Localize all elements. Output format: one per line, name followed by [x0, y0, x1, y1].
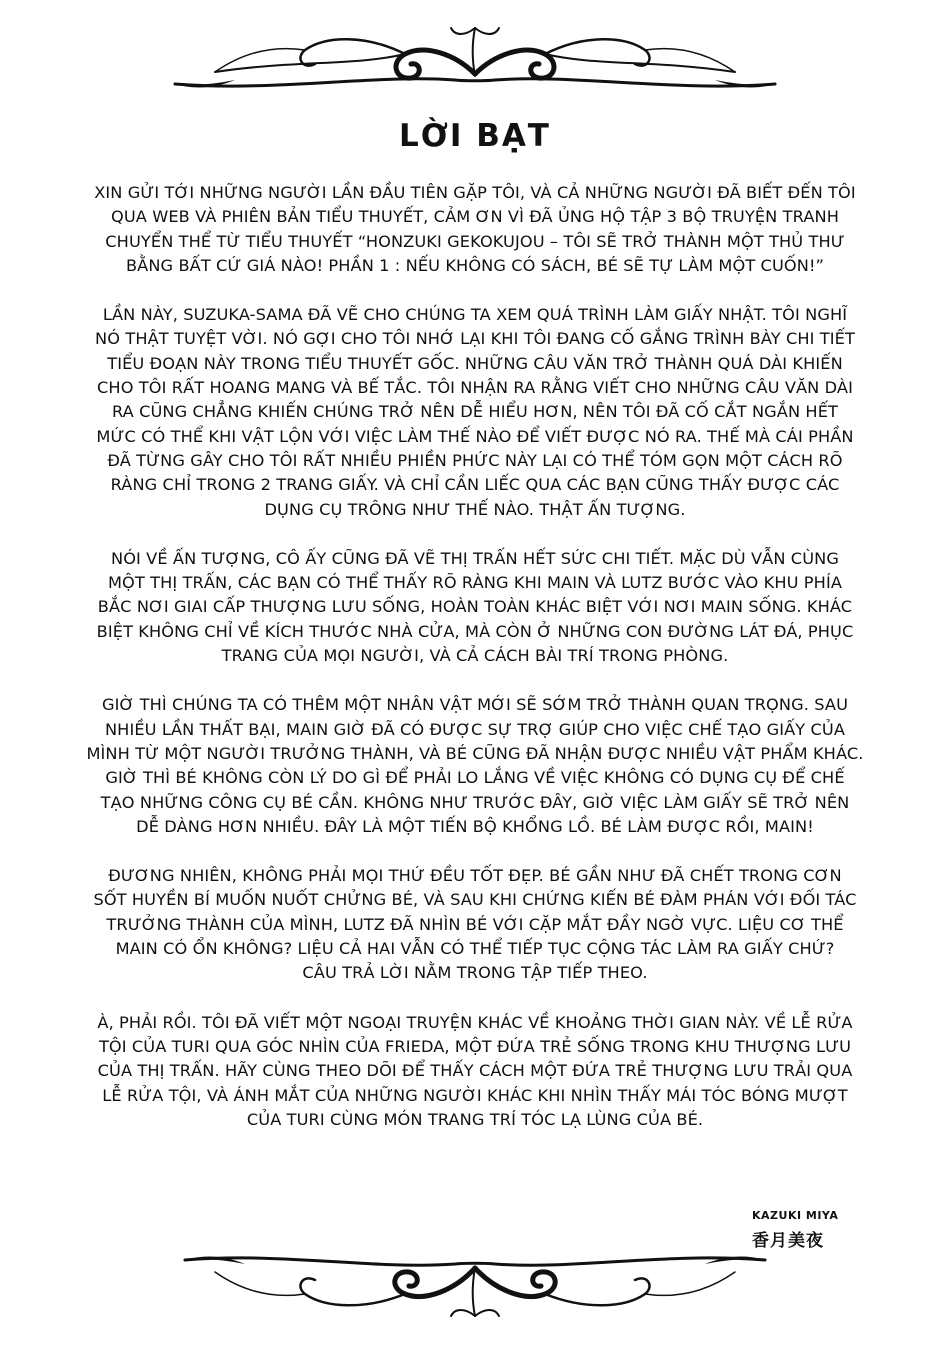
text-line: GIỜ THÌ CHÚNG TA CÓ THÊM MỘT NHÂN VẬT MỚI SẼ SỚM TRỞ THÀNH QUAN TRỌNG. SAU [101, 695, 849, 715]
text-line: RA CŨNG CHẲNG KHIẾN CHÚNG TRỞ NÊN DỄ HIỂU HƠN, NÊN TÔI ĐÃ CỐ CẮT NGẮN HẾT [111, 402, 839, 422]
text-line: CỦA TURI CÙNG MÓN TRANG TRÍ TÓC LẠ LÙNG CỦA BÉ. [246, 1109, 704, 1129]
text-line: QUA WEB VÀ PHIÊN BẢN TIỂU THUYẾT, CẢM ƠN VÌ ĐÃ ỦNG HỘ TẬP 3 BỘ TRUYỆN TRANH [111, 207, 839, 227]
bottom-ornament [0, 1240, 950, 1330]
paragraph [58, 693, 892, 839]
text-line: NÓ THẬT TUYỆT VỜI. NÓ GỢI CHO TÔI NHỚ LẠI KHI TÔI ĐANG CỐ GẮNG TRÌNH BÀY CHI TIẾT [95, 329, 855, 349]
text-line: DỤNG CỤ TRÔNG NHƯ THẾ NÀO. THẬT ẤN TƯỢNG. [264, 499, 686, 519]
text-line: BẰNG BẤT CỨ GIÁ NÀO! PHẦN 1 : NẾU KHÔNG CÓ SÁCH, BÉ SẼ TỰ LÀM MỘT CUỐN!” [125, 255, 825, 275]
text-line: CÂU TRẢ LỜI NẰM TRONG TẬP TIẾP THEO. [302, 963, 648, 983]
text-line: ĐƯƠNG NHIÊN, KHÔNG PHẢI MỌI THỨ ĐỀU TỐT ĐẸP. BÉ GẦN NHƯ ĐÃ CHẾT TRONG CƠN [108, 866, 842, 886]
page-title: LỜI BẠT [399, 118, 551, 154]
paragraph [58, 303, 892, 522]
text-line: DỄ DÀNG HƠN NHIỀU. ĐÂY LÀ MỘT TIẾN BỘ KHỔNG LỒ. BÉ LÀM ĐƯỢC RỒI, MAIN! [136, 816, 814, 836]
top-ornament [0, 14, 950, 104]
text-line: TIỂU ĐOẠN NÀY TRONG TIỂU THUYẾT GỐC. NHỮNG CÂU VĂN TRỞ THÀNH QUÁ DÀI KHIẾN [107, 353, 843, 373]
text-line: NÓI VỀ ẤN TƯỢNG, CÔ ẤY CŨNG ĐÃ VẼ THỊ TRẤN HẾT SỨC CHI TIẾT. MẶC DÙ VẪN CÙNG [111, 548, 839, 568]
paragraph [58, 864, 892, 985]
text-line: TẠO NHỮNG CÔNG CỤ BÉ CẦN. KHÔNG NHƯ TRƯỚC ĐÂY, GIỜ VIỆC LÀM GIẤY SẼ TRỞ NÊN [100, 792, 850, 812]
text-line: TRANG CỦA MỌI NGƯỜI, VÀ CẢ CÁCH BÀI TRÍ TRONG PHÒNG. [221, 646, 729, 666]
flourish-icon [165, 1240, 785, 1330]
paragraph [58, 1011, 892, 1132]
author-name-kanji: 香月美夜 [752, 1231, 824, 1251]
text-line: BIỆT KHÔNG CHỈ VỀ KÍCH THƯỚC NHÀ CỬA, MÀ CÒN Ở NHỮNG CON ĐƯỜNG LÁT ĐÁ, PHỤC [96, 621, 854, 641]
text-line: LẦN NÀY, SUZUKA-SAMA ĐÃ VẼ CHO CHÚNG TA XEM QUÁ TRÌNH LÀM GIẤY NHẬT. TÔI NGHĨ [102, 305, 848, 325]
flourish-icon [155, 14, 795, 104]
text-line: CHO TÔI RẤT HOANG MANG VÀ BẾ TẮC. TÔI NHẬN RA RẰNG VIẾT CHO NHỮNG CÂU VĂN DÀI [97, 378, 853, 398]
text-line: LỄ RỬA TỘI, VÀ ÁNH MẮT CỦA NHỮNG NGƯỜI KHÁC KHI NHÌN THẤY MÁI TÓC BÓNG MƯỢT [102, 1085, 848, 1105]
text-line: SỐT HUYỀN BÍ MUỐN NUỐT CHỬNG BÉ, VÀ SAU KHI CHỨNG KIẾN BÉ ĐÀM PHÁN VỚI ĐỐI TÁC [93, 890, 857, 910]
text-line: RÀNG CHỈ TRONG 2 TRANG GIẤY. VÀ CHỈ CẦN LIẾC QUA CÁC BẠN CŨNG THẤY ĐƯỢC CÁC [110, 475, 840, 495]
text-line: TỘI CỦA TURI QUA GÓC NHÌN CỦA FRIEDA, MỘT ĐỨA TRẺ SỐNG TRONG KHU THƯỢNG LƯU [98, 1036, 852, 1056]
text-line: MAIN CÓ ỔN KHÔNG? LIỆU CẢ HAI VẪN CÓ THỂ TIẾP TỤC CỘNG TÁC LÀM RA GIẤY CHỨ? [115, 939, 835, 959]
paragraph [58, 547, 892, 668]
text-line: MỨC CÓ THỂ KHI VẬT LỘN VỚI VIỆC LÀM THẾ NÀO ĐỂ VIẾT ĐƯỢC NÓ RA. THẾ MÀ CÁI PHẦN [96, 426, 854, 446]
paragraph [58, 181, 892, 278]
text-line: GIỜ THÌ BÉ KHÔNG CÒN LÝ DO GÌ ĐỂ PHẢI LO LẮNG VỀ VIỆC KHÔNG CÓ DỤNG CỤ ĐỂ CHẾ [105, 768, 845, 788]
text-line: NHIỀU LẦN THẤT BẠI, MAIN GIỜ ĐÃ CÓ ĐƯỢC SỰ TRỢ GIÚP CHO VIỆC CHẾ TẠO GIẤY CỦA [104, 719, 846, 739]
text-line: À, PHẢI RỒI. TÔI ĐÃ VIẾT MỘT NGOẠI TRUYỆN KHÁC VỀ KHOẢNG THỜI GIAN NÀY. VỀ LỄ RỬA [97, 1012, 853, 1032]
text-line: TRƯỞNG THÀNH CỦA MÌNH, LUTZ ĐÃ NHÌN BÉ VỚI CẶP MẮT ĐẦY NGỜ VỰC. LIỆU CƠ THỂ [106, 914, 844, 934]
text-line: ĐÃ TỪNG GÂY CHO TÔI RẤT NHIỀU PHIỀN PHỨC NÀY LẠI CÓ THỂ TÓM GỌN MỘT CÁCH RÕ [107, 450, 843, 470]
author-name: KAZUKI MIYA [752, 1209, 839, 1222]
text-line: CHUYỂN THỂ TỪ TIỂU THUYẾT “HONZUKI GEKOKUJOU – TÔI SẼ TRỞ THÀNH MỘT THỦ THƯ [105, 231, 845, 251]
afterword-body [58, 181, 892, 1157]
text-line: MÌNH TỪ MỘT NGƯỜI TRƯỞNG THÀNH, VÀ BÉ CŨNG ĐÃ NHẬN ĐƯỢC NHIỀU VẬT PHẨM KHÁC. [86, 743, 864, 763]
text-line: BẮC NƠI GIAI CẤP THƯỢNG LƯU SỐNG, HOÀN TOÀN KHÁC BIỆT VỚI NƠI MAIN SỐNG. KHÁC [97, 597, 853, 617]
text-line: XIN GỬI TỚI NHỮNG NGƯỜI LẦN ĐẦU TIÊN GẶP TÔI, VÀ CẢ NHỮNG NGƯỜI ĐÃ BIẾT ĐẾN TÔI [94, 183, 856, 202]
text-line: CỦA THỊ TRẤN. HÃY CÙNG THEO DÕI ĐỂ THẤY CÁCH MỘT ĐỨA TRẺ THƯỢNG LƯU TRẢI QUA [97, 1061, 853, 1081]
text-line: MỘT THỊ TRẤN, CÁC BẠN CÓ THỂ THẤY RÕ RÀNG KHI MAIN VÀ LUTZ BƯỚC VÀO KHU PHÍA [107, 573, 842, 593]
